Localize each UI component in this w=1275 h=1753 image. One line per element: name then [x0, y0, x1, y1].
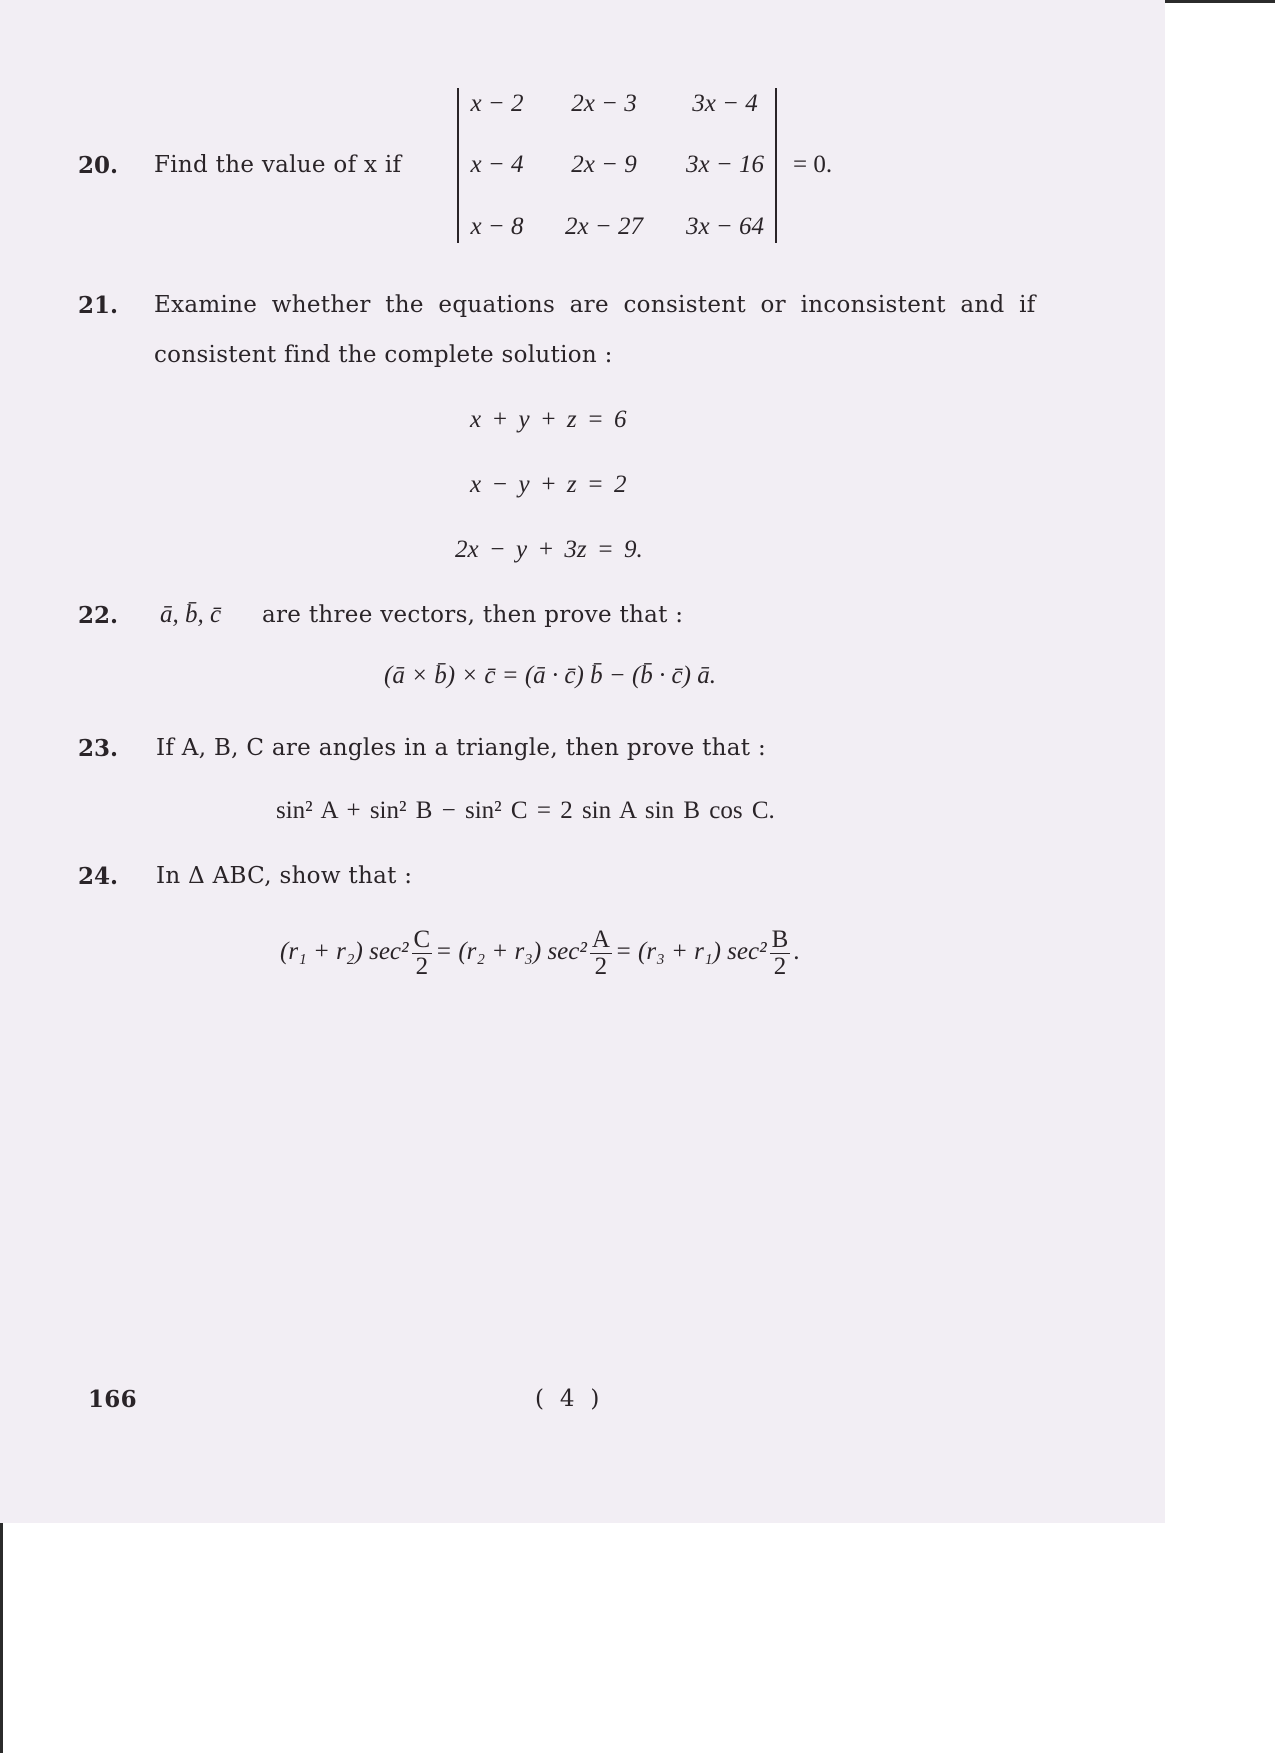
exradius-formula — [280, 927, 800, 980]
formula-term-2: = (r₂ + r₃) sec² — [435, 938, 587, 966]
question-21-line-2: consistent find the complete solution : — [154, 342, 613, 368]
scan-edge-left — [0, 1523, 3, 1753]
determinant-equals: = 0. — [793, 151, 833, 178]
fraction-c-over-2: $\frac{C}{2}$ — [413, 926, 431, 980]
trig-identity-formula: sin² A + sin² B − sin² C = 2 sin A sin B cos C. — [276, 797, 775, 824]
question-22-text: are three vectors, then prove that : — [262, 602, 684, 628]
scan-edge-top — [1165, 0, 1275, 3]
question-20-text: Find the value of x if — [154, 152, 402, 178]
matrix-cell: 3x − 4 — [692, 90, 758, 117]
paper-code: 166 — [88, 1386, 137, 1413]
matrix-cell: 2x − 9 — [571, 151, 637, 178]
matrix-cell: 3x − 64 — [686, 213, 764, 240]
question-24-number: 24. — [78, 863, 119, 890]
equation-1: x + y + z = 6 — [470, 406, 627, 433]
matrix-cell: x − 4 — [470, 151, 524, 178]
formula-term-3: = (r₃ + r₁) sec² — [614, 938, 767, 966]
equation-3: 2x − y + 3z = 9. — [455, 536, 643, 563]
question-21-number: 21. — [78, 292, 119, 319]
matrix-cell: x − 8 — [470, 213, 524, 240]
vector-triple-product-formula: (ā × b̄) × c̄ = (ā · c̄) b̄ − (b̄ · c̄) ā. — [384, 662, 716, 689]
question-22-vectors: ā, b̄, c̄ — [160, 601, 222, 628]
question-23-number: 23. — [78, 735, 119, 762]
page-number: ( 4 ) — [535, 1386, 600, 1412]
matrix-cell: x − 2 — [470, 90, 524, 117]
determinant-right-bar — [775, 88, 777, 243]
matrix-cell: 2x − 3 — [571, 90, 637, 117]
formula-end: . — [793, 938, 800, 966]
question-20-number: 20. — [78, 152, 119, 179]
formula-term-1: (r₁ + r₂) sec² — [280, 938, 409, 966]
matrix-cell: 2x − 27 — [565, 213, 643, 240]
matrix-cell: 3x − 16 — [686, 151, 764, 178]
fraction-b-over-2: $\frac{B}{2}$ — [771, 926, 789, 980]
fraction-a-over-2: $\frac{A}{2}$ — [591, 926, 610, 980]
question-21-line-1: Examine whether the equations are consistent or inconsistent and if — [154, 292, 1036, 318]
question-24-text: In Δ ABC, show that : — [156, 863, 413, 889]
question-22-number: 22. — [78, 602, 119, 629]
question-23-text: If A, B, C are angles in a triangle, then prove that : — [156, 735, 767, 761]
equation-2: x − y + z = 2 — [470, 471, 627, 498]
